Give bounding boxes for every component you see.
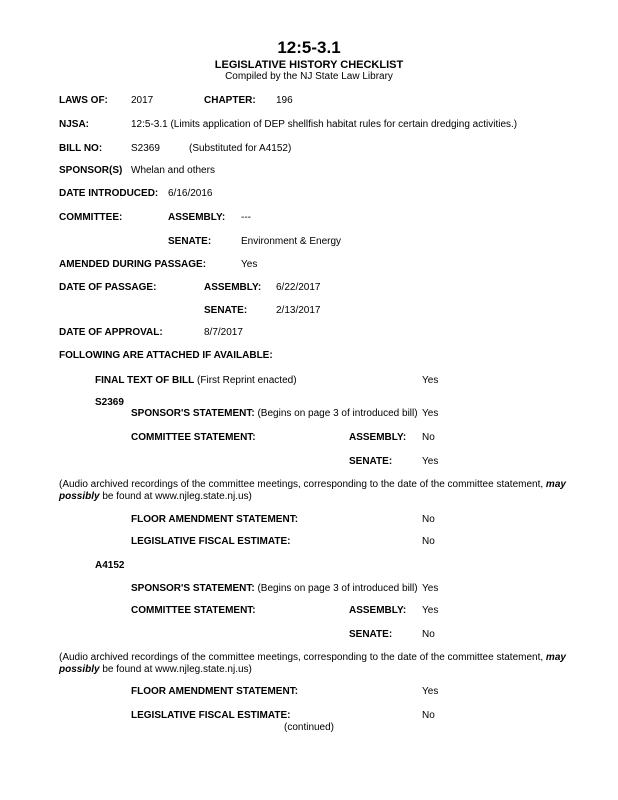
attachments-heading: FOLLOWING ARE ATTACHED IF AVAILABLE: <box>59 350 273 361</box>
committee-statement-assembly-label: ASSEMBLY: <box>349 432 407 443</box>
audio-note-after: be found at www.njleg.state.nj.us) <box>99 491 252 502</box>
date-introduced-value: 6/16/2016 <box>168 188 213 199</box>
approval-value: 8/7/2017 <box>204 327 243 338</box>
audio-note-emphasis: may possibly <box>59 652 566 675</box>
passage-senate-label: SENATE: <box>204 305 248 316</box>
chapter-value: 196 <box>276 95 293 106</box>
passage-senate-value: 2/13/2017 <box>276 305 321 316</box>
final-text-row <box>95 375 297 387</box>
laws-of-value: 2017 <box>131 95 154 106</box>
committee-senate-label: SENATE: <box>168 236 212 247</box>
laws-of-label: LAWS OF: <box>59 95 108 106</box>
passage-assembly-label: ASSEMBLY: <box>204 282 262 293</box>
committee-assembly-label: ASSEMBLY: <box>168 212 226 223</box>
committee-statement-senate-value: Yes <box>422 456 439 467</box>
amended-value: Yes <box>241 259 258 270</box>
statute-number: 12:5-3.1 <box>277 38 341 57</box>
bill-no-label: BILL NO: <box>59 143 103 154</box>
final-text-note: (First Reprint enacted) <box>197 375 297 386</box>
audio-note-before: (Audio archived recordings of the committee meetings, corresponding to the date of the committee statement, <box>59 479 546 490</box>
amended-label: AMENDED DURING PASSAGE: <box>59 259 207 270</box>
committee-label: COMMITTEE: <box>59 212 123 223</box>
committee-senate-value: Environment & Energy <box>241 236 342 247</box>
committee-statement-assembly-label: ASSEMBLY: <box>349 605 407 616</box>
passage-label: DATE OF PASSAGE: <box>59 282 157 293</box>
floor-amendment-value: No <box>422 514 435 525</box>
sponsor-statement-value: Yes <box>422 408 439 419</box>
sponsor-statement-row <box>131 408 418 420</box>
floor-amendment-label: FLOOR AMENDMENT STATEMENT: <box>131 686 299 697</box>
compiled-by: Compiled by the NJ State Law Library <box>225 71 393 82</box>
continued-note: (continued) <box>283 722 335 733</box>
committee-statement-label: COMMITTEE STATEMENT: <box>131 605 256 616</box>
committee-statement-assembly-value: No <box>422 432 435 443</box>
committee-statement-senate-label: SENATE: <box>349 456 393 467</box>
fiscal-estimate-value: No <box>422 710 435 721</box>
fiscal-estimate-value: No <box>422 536 435 547</box>
committee-statement-assembly-value: Yes <box>422 605 439 616</box>
committee-assembly-value: --- <box>241 212 251 223</box>
sponsor-statement-row <box>131 583 418 595</box>
sponsor-statement-label: SPONSOR'S STATEMENT: <box>131 408 255 419</box>
floor-amendment-value: Yes <box>422 686 439 697</box>
njsa-value: 12:5-3.1 (Limits application of DEP shellfish habitat rules for certain dredging activities.) <box>131 119 518 130</box>
audio-note-emphasis: may possibly <box>59 479 566 502</box>
audio-note-after: be found at www.njleg.state.nj.us) <box>99 664 252 675</box>
date-introduced-label: DATE INTRODUCED: <box>59 188 159 199</box>
sponsor-statement-value: Yes <box>422 583 439 594</box>
audio-note-before: (Audio archived recordings of the committee meetings, corresponding to the date of the committee statement, <box>59 652 546 663</box>
sponsor-statement-label: SPONSOR'S STATEMENT: <box>131 583 255 594</box>
fiscal-estimate-label: LEGISLATIVE FISCAL ESTIMATE: <box>131 710 291 721</box>
sponsor-statement-note: (Begins on page 3 of introduced bill) <box>257 408 418 419</box>
final-text-label: FINAL TEXT OF BILL <box>95 375 195 386</box>
sponsors-label: SPONSOR(S) <box>59 165 123 176</box>
sponsor-statement-note: (Begins on page 3 of introduced bill) <box>257 583 418 594</box>
njsa-label: NJSA: <box>59 119 90 130</box>
fiscal-estimate-label: LEGISLATIVE FISCAL ESTIMATE: <box>131 536 291 547</box>
bill-number: A4152 <box>95 560 125 571</box>
document-title: LEGISLATIVE HISTORY CHECKLIST <box>214 59 404 71</box>
chapter-label: CHAPTER: <box>204 95 256 106</box>
floor-amendment-label: FLOOR AMENDMENT STATEMENT: <box>131 514 299 525</box>
final-text-value: Yes <box>422 375 439 386</box>
passage-assembly-value: 6/22/2017 <box>276 282 321 293</box>
audio-note <box>59 479 604 503</box>
committee-statement-label: COMMITTEE STATEMENT: <box>131 432 256 443</box>
committee-statement-senate-value: No <box>422 629 435 640</box>
bill-number: S2369 <box>95 397 124 408</box>
audio-note <box>59 652 604 676</box>
bill-no-note: (Substituted for A4152) <box>189 143 292 154</box>
sponsors-value: Whelan and others <box>131 165 215 176</box>
bill-no-value: S2369 <box>131 143 160 154</box>
approval-label: DATE OF APPROVAL: <box>59 327 163 338</box>
committee-statement-senate-label: SENATE: <box>349 629 393 640</box>
